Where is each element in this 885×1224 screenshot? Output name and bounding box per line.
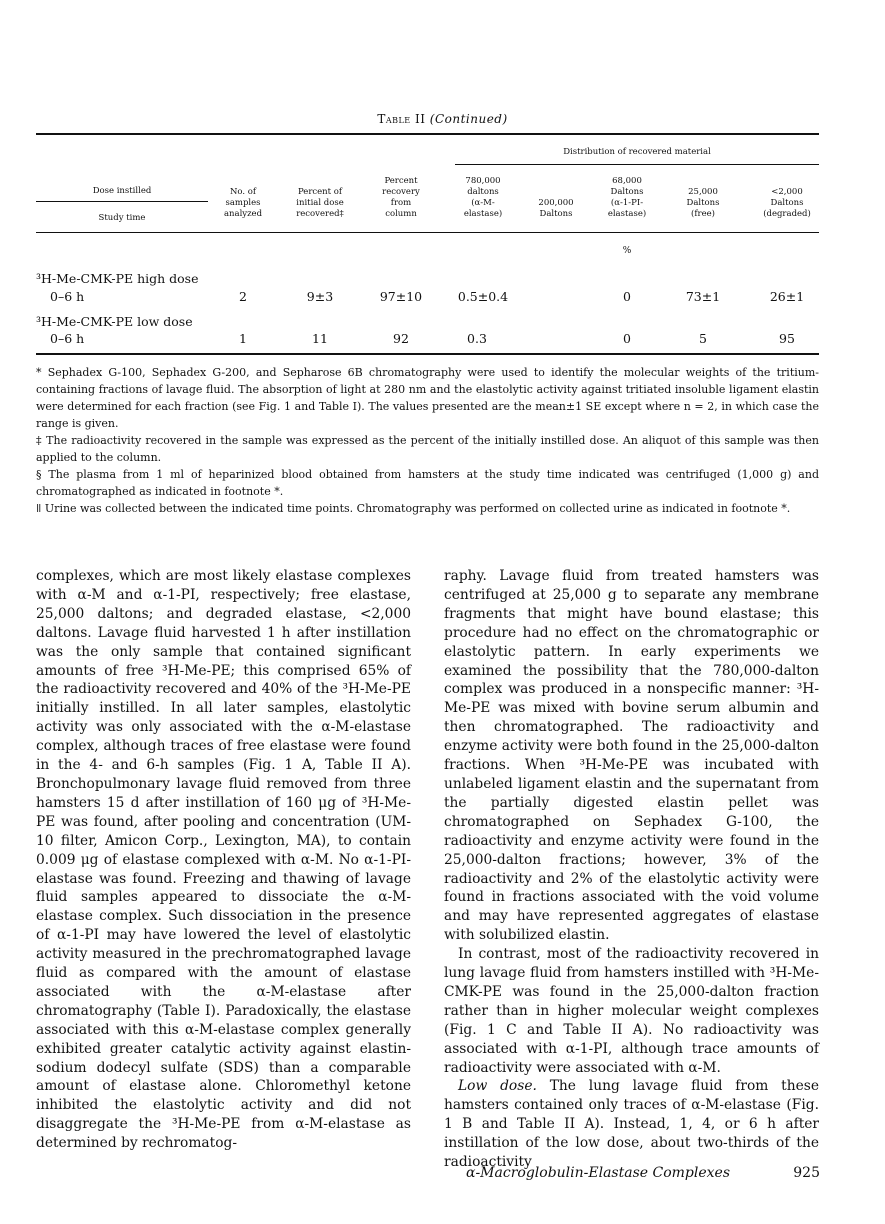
cell-68000: 0 bbox=[623, 331, 631, 346]
header-line: 200,000 bbox=[538, 198, 574, 208]
cell-25000: 73±1 bbox=[685, 289, 721, 304]
table-top-rule bbox=[36, 133, 819, 135]
header-line: 68,000 bbox=[612, 176, 642, 186]
header-line: recovered‡ bbox=[296, 209, 344, 219]
header-dose-rule bbox=[36, 201, 208, 202]
header-780000 bbox=[452, 176, 514, 220]
header-line: initial dose bbox=[296, 198, 344, 208]
header-percent-recovery bbox=[366, 176, 436, 220]
header-study-time: Study time bbox=[98, 213, 146, 223]
group-label-high-dose: ³H-Me-CMK-PE high dose bbox=[36, 271, 199, 286]
body-paragraph: raphy. Lavage fluid from treated hamsters was centrifuged at 25,000 g to separate any membrane fragments that might have bound elastase; this procedure had no effect on the chromatographic or elastolytic pattern. In early experiments we examined the possibility that the 780,000-dalton complex was produced in a nonspecific manner: ³H-Me-PE was mixed with bovine serum albumin and then chromatographed. The radioactivity and enzyme activity were both found in the 25,000-dalton fractions. When ³H-Me-PE was incubated with unlabeled ligament elastin and the supernatant from the partially digested elastin pellet was chromatographed on Sephadex G-100, the radioactivity and enzyme activity were found in the 25,000-dalton fractions; however, 3% of the radioactivity and 2% of the elastolytic activity were found in fractions associated with the void volume and may have represented aggregates of elastase with solubilized elastin. bbox=[444, 568, 819, 944]
header-line: column bbox=[385, 209, 417, 219]
body-column-right bbox=[444, 567, 819, 1172]
body-paragraph: complexes, which are most likely elastase complexes with α-M and α-1-PI, respectively; free elastase, 25,000 daltons; and degraded elastase, <2,000 daltons. Lavage fluid harvested 1 h after instillation was the only sample that contained significant amounts of free ³H-Me-PE; this comprised 65% of the radioactivity recovered and 40% of the ³H-Me-PE initially instilled. In all later samples, elastolytic activity was only associated with the α-M-elastase complex, although traces of free elastase were found in the 4- and 6-h samples (Fig. 1 A, Table II A). Bronchopulmonary lavage fluid removed from three hamsters 15 d after instillation of 160 μg of ³H-Me-PE was found, after pooling and concentration (UM-10 filter, Amicon Corp., Lexington, MA), to contain 0.009 μg of elastase complexed with α-M. No α-1-PI-elastase was found. Freezing and thawing of lavage fluid samples appeared to dissociate the α-M-elastase complex. Such dissociation in the presence of α-1-PI may have lowered the level of elastolytic activity measured in the prechromatographed lavage fluid as compared with the amount of elastase associated with the α-M-elastase after chromatography (Table I). Paradoxically, the elastase associated with this α-M-elastase complex generally exhibited greater catalytic activity against elastin-sodium dodecyl sulfate (SDS) than a comparable amount of elastase alone. Chloromethyl ketone inhibited the elastolytic activity and did not disaggregate the ³H-Me-PE from α-M-elastase as determined by rechromatog- bbox=[36, 568, 411, 1152]
header-line: elastase) bbox=[463, 209, 503, 219]
header-line: from bbox=[390, 198, 412, 208]
row-study-time: 0–6 h bbox=[50, 289, 85, 304]
header-200000 bbox=[525, 198, 587, 220]
footnote: § The plasma from 1 ml of heparinized blood obtained from hamsters at the study time indicated was centrifuged (1,000 g) and chromatographed as indicated in footnote *. bbox=[36, 468, 819, 498]
page-number: 925 bbox=[793, 1165, 820, 1181]
paragraph-text: The lung lavage fluid from these hamsters contained only traces of α-M-elastase (Fig. 1 B and Table II A). Instead, 1, 4, or 6 h after instillation of the low dose, about two-thirds of the radioactivity bbox=[444, 1078, 819, 1171]
header-25000 bbox=[672, 187, 734, 220]
header-line: Daltons bbox=[539, 209, 573, 219]
header-line: 25,000 bbox=[688, 187, 718, 197]
table-footnotes bbox=[36, 364, 819, 517]
cell-780000: 0.3 bbox=[467, 331, 487, 346]
body-paragraph-low-dose bbox=[444, 1077, 819, 1172]
header-line: recovery bbox=[382, 187, 420, 197]
cell-25000: 5 bbox=[699, 331, 707, 346]
cell-samples: 1 bbox=[239, 331, 247, 346]
running-head: α-Macroglobulin-Elastase Complexes bbox=[466, 1165, 731, 1181]
cell-samples: 2 bbox=[239, 289, 247, 304]
header-dose-instilled: Dose instilled bbox=[92, 186, 152, 196]
header-num-samples bbox=[211, 187, 275, 220]
group-header: Distribution of recovered material bbox=[563, 147, 711, 157]
header-line: (α-1-PI- bbox=[610, 198, 644, 208]
paragraph-heading: Low dose. bbox=[458, 1078, 537, 1095]
footnote: ǁ Urine was collected between the indicated time points. Chromatography was performed on collected urine as indicated in footnote *. bbox=[36, 502, 791, 515]
header-bottom-rule bbox=[36, 232, 819, 233]
cell-2000: 26±1 bbox=[769, 289, 805, 304]
footnote: ‡ The radioactivity recovered in the sample was expressed as the percent of the initially instilled dose. An aliquot of this sample was then applied to the column. bbox=[36, 434, 819, 464]
table-title bbox=[0, 112, 885, 126]
header-line: Daltons bbox=[770, 198, 804, 208]
header-line: Daltons bbox=[610, 187, 644, 197]
cell-percent-initial: 9±3 bbox=[306, 289, 334, 304]
table-bottom-rule bbox=[36, 353, 819, 355]
group-header-rule bbox=[455, 164, 819, 165]
header-line: No. of bbox=[229, 187, 257, 197]
table-title-continued: (Continued) bbox=[429, 112, 508, 126]
body-column-left bbox=[36, 567, 411, 1153]
header-line: Percent of bbox=[297, 187, 343, 197]
page-footer bbox=[466, 1165, 820, 1181]
header-line: (free) bbox=[691, 209, 715, 219]
table-title-text: Table II bbox=[377, 112, 426, 126]
body-paragraph: In contrast, most of the radioactivity recovered in lung lavage fluid from hamsters instilled with ³H-Me-CMK-PE was found in the 25,000-dalton fraction rather than in higher molecular weight complexes (Fig. 1 C and Table II A). No radioactivity was associated with α-1-PI, although trace amounts of radioactivity were associated with α-M. bbox=[444, 946, 819, 1076]
header-line: analyzed bbox=[223, 209, 263, 219]
header-line: (α-M- bbox=[471, 198, 495, 208]
row-study-time: 0–6 h bbox=[50, 331, 85, 346]
header-line: (degraded) bbox=[763, 209, 811, 219]
header-line: samples bbox=[225, 198, 261, 208]
header-line: Daltons bbox=[686, 198, 720, 208]
cell-2000: 95 bbox=[779, 331, 795, 346]
cell-recovery: 92 bbox=[393, 331, 409, 346]
footnote: * Sephadex G-100, Sephadex G-200, and Sepharose 6B chromatography were used to identify the molecular weights of the tritium-containing fractions of lavage fluid. The absorption of light at 280 nm and the elastolytic activity against tritiated insoluble ligament elastin were determined for each fraction (see Fig. 1 and Table I). The values presented are the mean±1 SE except where n = 2, in which case the range is given. bbox=[36, 366, 819, 430]
cell-68000: 0 bbox=[623, 289, 631, 304]
percent-unit: % bbox=[622, 246, 632, 256]
header-line: 780,000 bbox=[465, 176, 501, 186]
cell-recovery: 97±10 bbox=[379, 289, 423, 304]
cell-percent-initial: 11 bbox=[312, 331, 328, 346]
cell-780000: 0.5±0.4 bbox=[457, 289, 509, 304]
header-line: elastase) bbox=[607, 209, 647, 219]
header-line: <2,000 bbox=[771, 187, 803, 197]
header-2000 bbox=[752, 187, 822, 220]
header-line: Percent bbox=[384, 176, 418, 186]
header-line: daltons bbox=[467, 187, 499, 197]
group-label-low-dose: ³H-Me-CMK-PE low dose bbox=[36, 314, 193, 329]
header-percent-initial bbox=[284, 187, 356, 220]
header-68000 bbox=[596, 176, 658, 220]
